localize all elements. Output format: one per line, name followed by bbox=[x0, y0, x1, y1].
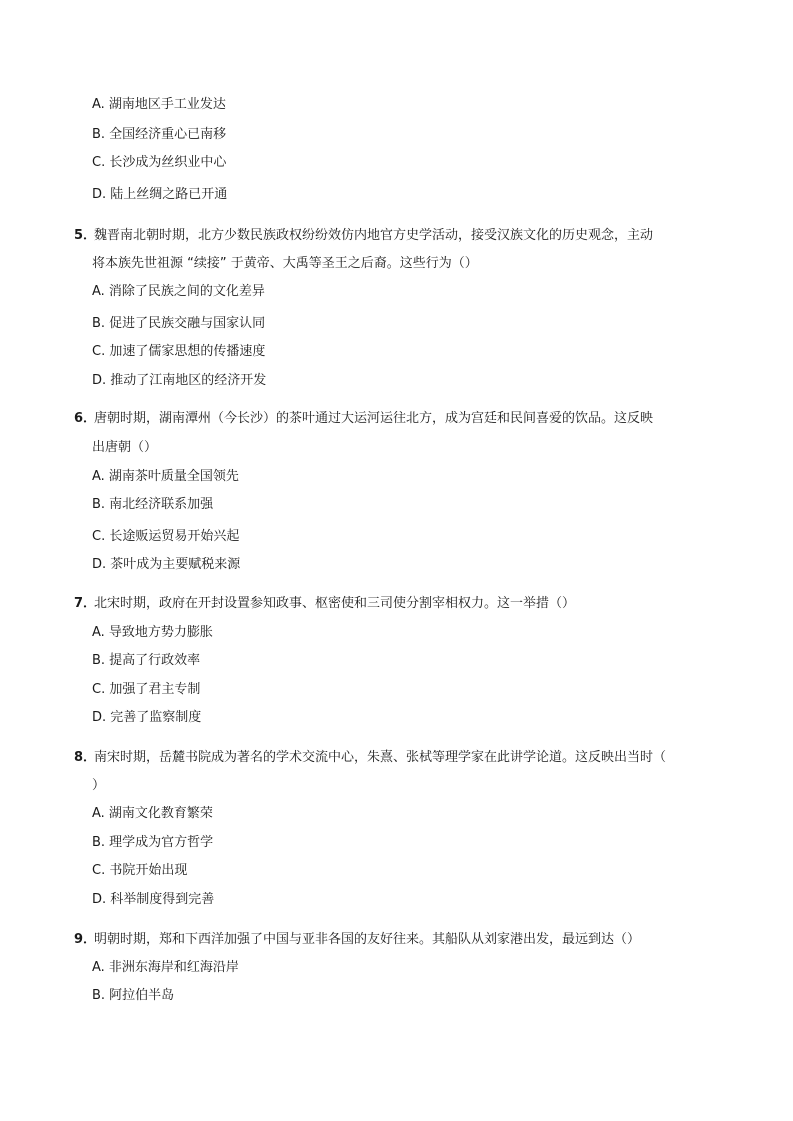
q8-option-c: C. 书院开始出现 bbox=[92, 863, 188, 878]
q5-stem-line2: 将本族先世祖源 “续接” 于黄帝、大禹等圣王之后裔。这些行为（） bbox=[92, 256, 478, 271]
q9-option-a: A. 非洲东海岸和红海沿岸 bbox=[92, 960, 239, 975]
q9-number: 9． bbox=[74, 932, 97, 947]
q5-option-c: C. 加速了儒家思想的传播速度 bbox=[92, 344, 266, 359]
q8-option-a: A. 湖南文化教育繁荣 bbox=[92, 806, 213, 821]
q5-option-b: B. 促进了民族交融与国家认同 bbox=[92, 316, 266, 331]
q4-option-a: A. 湖南地区手工业发达 bbox=[92, 97, 226, 112]
q6-stem-line2: 出唐朝（） bbox=[92, 440, 158, 455]
q4-option-d: D. 陆上丝绸之路已开通 bbox=[92, 187, 228, 202]
q4-option-c: C. 长沙成为丝织业中心 bbox=[92, 155, 227, 170]
q4-option-b: B. 全国经济重心已南移 bbox=[92, 127, 227, 142]
q7-option-a: A. 导致地方势力膨胀 bbox=[92, 625, 213, 640]
q8-option-b: B. 理学成为官方哲学 bbox=[92, 835, 214, 850]
q6-option-a: A. 湖南茶叶质量全国领先 bbox=[92, 469, 239, 484]
q8-option-d: D. 科举制度得到完善 bbox=[92, 892, 215, 907]
q9-option-b: B. 阿拉伯半岛 bbox=[92, 988, 175, 1003]
q6-option-d: D. 茶叶成为主要赋税来源 bbox=[92, 557, 241, 572]
q8-stem-line1: 南宋时期，岳麓书院成为著名的学术交流中心，朱熹、张栻等理学家在此讲学论道。这反映出当时（ bbox=[94, 750, 667, 765]
q5-stem-line1: 魏晋南北朝时期，北方少数民族政权纷纷效仿内地官方史学活动，接受汉族文化的历史观念，主动 bbox=[94, 228, 654, 243]
q6-stem-line1: 唐朝时期，湖南潭州（今长沙）的茶叶通过大运河运往北方，成为宫廷和民间喜爱的饮品。这反映 bbox=[94, 411, 654, 426]
q7-stem-line1: 北宋时期，政府在开封设置参知政事、枢密使和三司使分割宰相权力。这一举措（） bbox=[94, 596, 576, 611]
q7-option-b: B. 提高了行政效率 bbox=[92, 653, 201, 668]
q8-stem-line2: ） bbox=[92, 778, 106, 793]
q5-number: 5． bbox=[74, 228, 97, 243]
q7-option-c: C. 加强了君主专制 bbox=[92, 682, 201, 697]
q7-option-d: D. 完善了监察制度 bbox=[92, 710, 202, 725]
q6-option-c: C. 长途贩运贸易开始兴起 bbox=[92, 529, 240, 544]
q5-option-d: D. 推动了江南地区的经济开发 bbox=[92, 373, 267, 388]
q8-number: 8． bbox=[74, 750, 97, 765]
q9-stem-line1: 明朝时期，郑和下西洋加强了中国与亚非各国的友好往来。其船队从刘家港出发，最远到达（） bbox=[94, 932, 641, 947]
q6-option-b: B. 南北经济联系加强 bbox=[92, 497, 214, 512]
q7-number: 7． bbox=[74, 596, 97, 611]
q5-option-a: A. 消除了民族之间的文化差异 bbox=[92, 284, 265, 299]
q6-number: 6． bbox=[74, 411, 97, 426]
